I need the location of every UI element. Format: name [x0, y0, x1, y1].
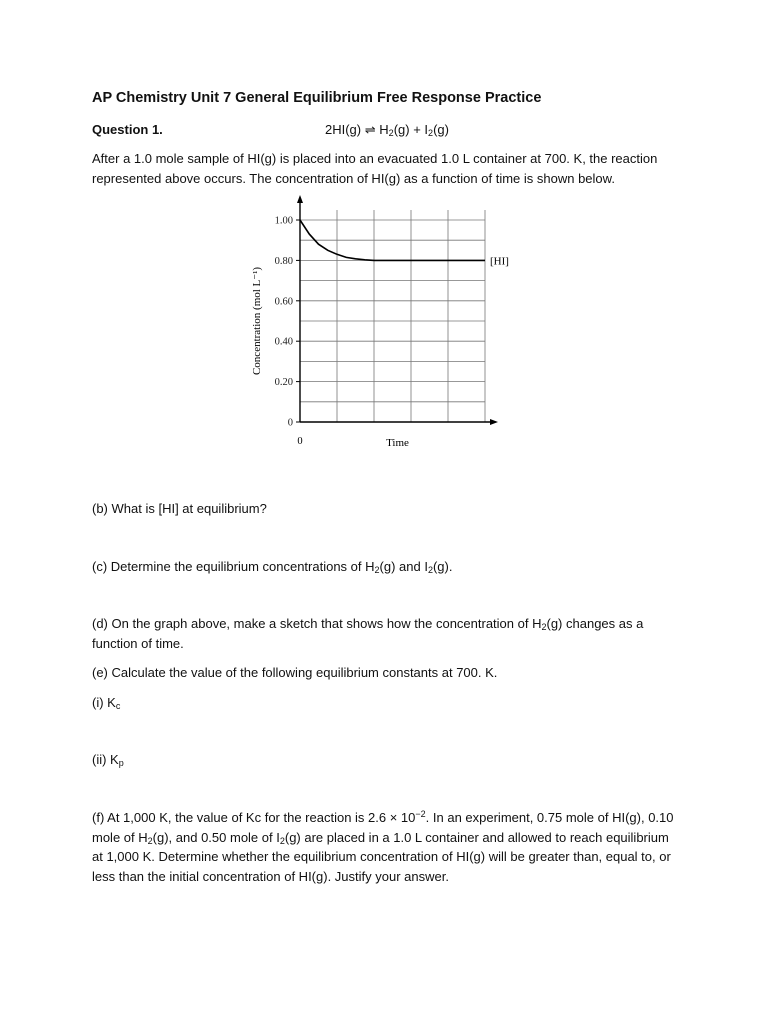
y-tick-label: 1.00	[274, 215, 293, 227]
product-i2: $I_2(g)$	[424, 122, 449, 138]
reactant: 2HI(g)	[325, 122, 362, 137]
y-axis-arrow	[297, 195, 303, 203]
y-tick-labels	[275, 216, 300, 429]
product-h2: $H_2(g)$	[379, 122, 410, 138]
x-axis-arrow	[490, 419, 498, 425]
concentration-graph	[240, 190, 530, 460]
question-e-i: (i) $K_c$	[92, 695, 121, 711]
question-label: Question 1.	[92, 122, 163, 137]
plus-sign: +	[413, 122, 421, 137]
y-axis-label: Concentration (mol L⁻¹)	[251, 266, 263, 376]
x-tick-label: 0	[297, 436, 303, 447]
question-d: (d) On the graph above, make a sketch that shows how the concentration of $H_2(g)$ changes as a function of time.	[92, 616, 644, 651]
question-c: (c) Determine the equilibrium concentrations of $H_2(g)$ and $I_2(g)$.	[92, 559, 453, 575]
y-tick-label: 0.60	[274, 296, 293, 308]
question-e-ii: (ii) $K_p$	[92, 752, 124, 768]
y-tick-label: 0.80	[274, 255, 293, 267]
x-axis-label: Time	[386, 437, 409, 449]
question-e: (e) Calculate the value of the following equilibrium constants at 700. K.	[92, 665, 498, 680]
hi-series-label: [HI]	[490, 255, 509, 268]
y-tick-label: 0	[287, 417, 293, 429]
page-title: AP Chemistry Unit 7 General Equilibrium Free Response Practice	[92, 90, 542, 106]
question-f: (f) At 1,000 K, the value of Kc for the reaction is $2.6 \times 10^{-2}$. In an experiment, 0.75 mole of HI(g), 0.10 mole of $H_2(g)$, and 0.50 mole of $I_2(g)$ are placed in a 1.0 L container and allowed to reach equilibrium at 1,000 K. Determine whether the equilibrium concentration of HI(g) will be greater than, equal to, or less than the initial concentration of HI(g). Justify your answer.	[92, 809, 674, 884]
y-tick-label: 0.20	[274, 377, 293, 389]
grid-lines	[300, 210, 485, 422]
intro-text: After a 1.0 mole sample of HI(g) is placed into an evacuated 1.0 L container at 700. K, the reaction represented above occurs. The concentration of HI(g) as a function of time is shown below.	[92, 151, 658, 186]
axes	[297, 195, 498, 425]
question-b: (b) What is [HI] at equilibrium?	[92, 501, 267, 516]
reaction-equation	[325, 120, 449, 140]
equilibrium-arrow: ⇌	[364, 122, 376, 137]
y-tick-label: 0.40	[274, 336, 293, 348]
